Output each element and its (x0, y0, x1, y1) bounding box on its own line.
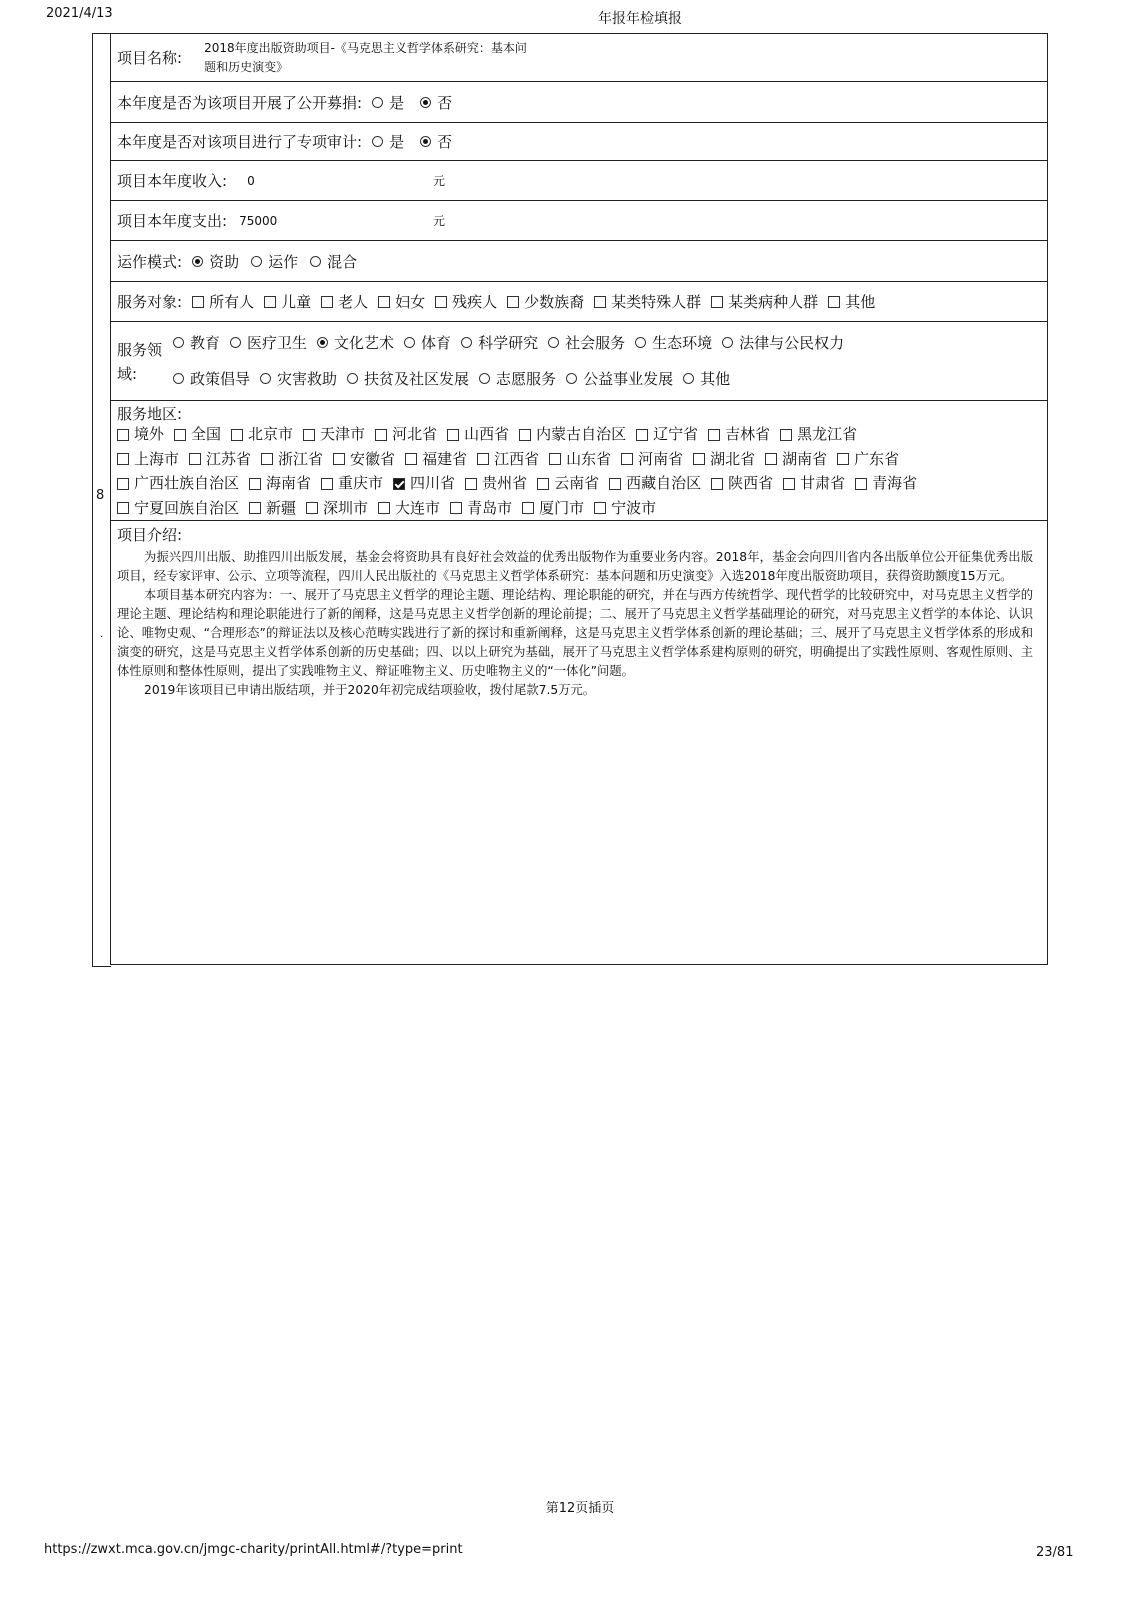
checkbox-unchecked-icon[interactable] (435, 296, 447, 308)
radio-unselected-icon[interactable] (310, 256, 321, 267)
checkbox-option[interactable] (437, 423, 509, 446)
checkbox-option[interactable] (701, 291, 818, 312)
radio-label: 政策倡导 (190, 370, 251, 388)
radio-option[interactable] (163, 368, 250, 389)
service-area-line (107, 423, 917, 448)
checkbox-label: 青海省 (872, 474, 918, 492)
radio-option[interactable] (673, 368, 730, 389)
footer-page: 23/81 (1036, 1545, 1074, 1560)
radio-unselected-icon[interactable] (173, 373, 184, 384)
checkbox-label: 福建省 (422, 449, 468, 468)
radio-option[interactable] (241, 251, 298, 272)
checkbox-option[interactable] (773, 472, 845, 495)
checkbox-option[interactable] (368, 497, 440, 520)
checkbox-unchecked-icon[interactable] (465, 478, 477, 490)
project-name-row (111, 34, 1047, 82)
checkbox-unchecked-icon[interactable] (189, 453, 201, 465)
checkbox-label: 厦门市 (539, 498, 585, 517)
checkbox-label: 老人 (338, 293, 369, 311)
radio-unselected-icon[interactable] (251, 256, 262, 267)
checkbox-unchecked-icon[interactable] (594, 296, 606, 308)
radio-option[interactable] (625, 332, 712, 353)
radio-unselected-icon[interactable] (347, 373, 358, 384)
checkbox-unchecked-icon[interactable] (405, 453, 417, 465)
checkbox-option[interactable] (845, 472, 917, 495)
operation-mode-label: 运作模式: (117, 252, 183, 271)
checkbox-unchecked-icon[interactable] (117, 502, 129, 514)
radio-unselected-icon[interactable] (566, 373, 577, 384)
radio-option[interactable] (394, 332, 451, 353)
radio-unselected-icon[interactable] (683, 373, 694, 384)
radio-label: 扶贫及社区发展 (364, 370, 470, 388)
service-field-label-line1: 服务领 (117, 341, 163, 359)
service-field-options-row2 (163, 368, 730, 389)
checkbox-unchecked-icon[interactable] (378, 502, 390, 514)
checkbox-label: 海南省 (266, 474, 312, 492)
checkbox-label: 青岛市 (467, 498, 513, 517)
checkbox-unchecked-icon[interactable] (837, 453, 849, 465)
checkbox-unchecked-icon[interactable] (507, 296, 519, 308)
income-unit: 元 (433, 174, 446, 188)
checkbox-label: 江苏省 (206, 449, 252, 468)
checkbox-label: 儿童 (281, 293, 312, 311)
print-title: 年报年检填报 (598, 11, 682, 27)
checkbox-label: 浙江省 (278, 449, 324, 468)
project-name-line2: 题和历史演变》 (204, 59, 289, 74)
expense-unit: 元 (433, 214, 446, 228)
checkbox-unchecked-icon[interactable] (117, 478, 129, 490)
checkbox-option[interactable] (164, 423, 221, 446)
project-name-line1: 2018年度出版资助项目-《马克思主义哲学体系研究：基本问 (204, 40, 527, 55)
radio-option[interactable] (410, 131, 452, 152)
radio-option[interactable] (451, 332, 538, 353)
radio-unselected-icon[interactable] (461, 337, 472, 348)
checkbox-unchecked-icon[interactable] (117, 453, 129, 465)
checkbox-option[interactable] (368, 291, 425, 312)
checkbox-option[interactable] (383, 472, 455, 495)
project-name-value (204, 39, 527, 77)
checkbox-label: 天津市 (320, 425, 366, 443)
checkbox-unchecked-icon[interactable] (306, 502, 318, 514)
radio-option[interactable] (362, 92, 404, 113)
service-area-line (107, 497, 917, 522)
checkbox-unchecked-icon[interactable] (783, 478, 795, 490)
service-area-row (111, 401, 1047, 521)
checkbox-option[interactable] (755, 448, 827, 471)
radio-label: 教育 (190, 334, 221, 352)
income-value[interactable]: 0 (247, 173, 255, 188)
radio-selected-icon[interactable] (317, 337, 328, 348)
service-area-label: 服务地区: (117, 405, 183, 423)
intro-paragraph: 2019年该项目已申请出版结项，并于2020年初完成结项验收，拨付尾款7.5万元。 (144, 683, 596, 697)
margin-dot: · (100, 632, 104, 643)
radio-label: 资助 (209, 252, 240, 271)
print-date: 2021/4/13 (46, 6, 113, 21)
checkbox-label: 山东省 (566, 449, 612, 468)
checkbox-label: 河北省 (392, 425, 438, 443)
checkbox-unchecked-icon[interactable] (321, 296, 333, 308)
checkbox-label: 少数族裔 (524, 293, 585, 311)
expense-value[interactable]: 75000 (239, 213, 278, 228)
checkbox-label: 内蒙古自治区 (536, 425, 627, 443)
project-form (110, 33, 1048, 965)
checkbox-unchecked-icon[interactable] (828, 296, 840, 308)
checkbox-label: 宁波市 (611, 498, 657, 517)
checkbox-unchecked-icon[interactable] (249, 502, 261, 514)
checkbox-option[interactable] (239, 497, 296, 520)
row-number: 8 (96, 488, 105, 503)
checkbox-unchecked-icon[interactable] (261, 453, 273, 465)
radio-label: 医疗卫生 (247, 334, 308, 352)
income-row (111, 161, 1047, 201)
radio-label: 体育 (421, 334, 452, 352)
checkbox-unchecked-icon[interactable] (303, 429, 315, 441)
checkbox-label: 大连市 (395, 498, 441, 517)
radio-option[interactable] (556, 368, 673, 389)
radio-selected-icon[interactable] (420, 136, 431, 147)
checkbox-option[interactable] (611, 448, 683, 471)
checkbox-unchecked-icon[interactable] (249, 478, 261, 490)
checkbox-option[interactable] (296, 497, 368, 520)
checkbox-unchecked-icon[interactable] (708, 429, 720, 441)
intro-label: 项目介绍: (117, 526, 183, 544)
radio-label: 法律与公民权力 (739, 334, 845, 352)
checkbox-label: 吉林省 (725, 425, 771, 443)
checkbox-label: 妇女 (395, 293, 426, 311)
checkbox-unchecked-icon[interactable] (264, 296, 276, 308)
checkbox-label: 贵州省 (482, 474, 528, 492)
checkbox-label: 陕西省 (728, 474, 774, 492)
checkbox-option[interactable] (512, 497, 584, 520)
operation-mode-options (182, 251, 357, 272)
checkbox-label: 所有人 (209, 293, 255, 311)
footer-url: https://zwxt.mca.gov.cn/jmgc-charity/printAll.html#/?type=print (44, 1542, 463, 1557)
checkbox-label: 某类病种人群 (728, 293, 819, 311)
checkbox-unchecked-icon[interactable] (477, 453, 489, 465)
checkbox-option[interactable] (770, 423, 857, 446)
service-area-options (107, 423, 917, 521)
checkbox-option[interactable] (221, 423, 293, 446)
checkbox-unchecked-icon[interactable] (765, 453, 777, 465)
checkbox-option[interactable] (497, 291, 584, 312)
checkbox-option[interactable] (818, 291, 875, 312)
checkbox-unchecked-icon[interactable] (636, 429, 648, 441)
radio-label: 否 (437, 93, 453, 112)
radio-option[interactable] (538, 332, 625, 353)
checkbox-label: 深圳市 (323, 498, 369, 517)
special-audit-label: 本年度是否对该项目进行了专项审计: (117, 133, 363, 151)
service-area-line (107, 472, 917, 497)
checkbox-option[interactable] (107, 423, 164, 446)
checkbox-unchecked-icon[interactable] (693, 453, 705, 465)
checkbox-unchecked-icon[interactable] (594, 502, 606, 514)
checkbox-option[interactable] (254, 291, 311, 312)
intro-paragraph: 本项目基本研究内容为：一、展开了马克思主义哲学的理论主题、理论结构、理论职能的研究，并在与西方传统哲学、现代哲学的比较研究中，对马克思主义哲学的理论主题、理论结构和理论职能进行了新的阐释，这是马克思主义哲学创新的理论前提；二、展开了马克思主义哲学基础理论的研究，对马克思主义哲学的本体论、认识论、唯物史观、“合理形态”的辩证法以及核心范畴实践进行了新的探讨和重新阐释，这是马克思主义哲学体系创新的理论基础；三、展开了马克思主义哲学体系的形成和演变的研究，这是马克思主义哲学体系创新的历史基础；四、以以上研究为基础，展开了马克思主义哲学体系建构原则的研究，明确提出了实践性原则、客观性原则、主体性原则和整体性原则，提出了实践唯物主义、辩证唯物主义、历史唯物主义的“一体化”问题。 (117, 588, 1033, 678)
checkbox-option[interactable] (293, 423, 365, 446)
service-field-row (111, 322, 1047, 401)
checkbox-label: 上海市 (134, 449, 180, 468)
checkbox-label: 宁夏回族自治区 (134, 498, 240, 517)
checkbox-label: 山西省 (464, 425, 510, 443)
checkbox-option[interactable] (311, 472, 383, 495)
checkbox-option[interactable] (107, 497, 239, 520)
checkbox-label: 江西省 (494, 449, 540, 468)
radio-option[interactable] (163, 332, 220, 353)
checkbox-option[interactable] (509, 423, 626, 446)
radio-label: 生态环境 (652, 334, 713, 352)
checkbox-unchecked-icon[interactable] (333, 453, 345, 465)
service-field-label (117, 338, 162, 386)
checkbox-unchecked-icon[interactable] (174, 429, 186, 441)
checkbox-label: 北京市 (248, 425, 294, 443)
radio-label: 灾害救助 (277, 370, 338, 388)
checkbox-option[interactable] (251, 448, 323, 471)
insert-page-label: 第12页插页 (545, 1501, 615, 1516)
special-audit-options (362, 131, 452, 152)
radio-option[interactable] (250, 368, 337, 389)
intro-body (117, 548, 1033, 700)
radio-label: 社会服务 (565, 334, 626, 352)
checkbox-unchecked-icon[interactable] (855, 478, 867, 490)
checkbox-option[interactable] (440, 497, 512, 520)
checkbox-option[interactable] (182, 291, 254, 312)
checkbox-option[interactable] (323, 448, 395, 471)
checkbox-label: 湖北省 (710, 449, 756, 468)
checkbox-unchecked-icon[interactable] (450, 502, 462, 514)
radio-option[interactable] (307, 332, 394, 353)
service-target-options (182, 291, 875, 312)
expense-label: 项目本年度支出: (117, 212, 228, 230)
checkbox-unchecked-icon[interactable] (117, 429, 129, 441)
checkbox-option[interactable] (395, 448, 467, 471)
service-area-line (107, 448, 917, 473)
radio-label: 混合 (327, 252, 358, 271)
service-field-label-line2: 域: (117, 365, 138, 383)
radio-unselected-icon[interactable] (173, 337, 184, 348)
checkbox-unchecked-icon[interactable] (609, 478, 621, 490)
radio-option[interactable] (712, 332, 844, 353)
public-fundraising-label: 本年度是否为该项目开展了公开募捐: (117, 93, 363, 112)
checkbox-label: 某类特殊人群 (611, 293, 702, 311)
expense-row (111, 201, 1047, 241)
checkbox-unchecked-icon[interactable] (231, 429, 243, 441)
radio-option[interactable] (362, 131, 404, 152)
radio-unselected-icon[interactable] (548, 337, 559, 348)
checkbox-option[interactable] (539, 448, 611, 471)
checkbox-unchecked-icon[interactable] (780, 429, 792, 441)
radio-option[interactable] (220, 332, 307, 353)
radio-unselected-icon[interactable] (479, 373, 490, 384)
public-fundraising-row (111, 82, 1047, 123)
checkbox-option[interactable] (365, 423, 437, 446)
checkbox-option[interactable] (584, 497, 656, 520)
checkbox-label: 重庆市 (338, 474, 384, 492)
public-fundraising-options (362, 92, 452, 113)
checkbox-label: 残疾人 (452, 293, 498, 311)
checkbox-label: 河南省 (638, 449, 684, 468)
checkbox-option[interactable] (179, 448, 251, 471)
service-target-label: 服务对象: (117, 293, 183, 311)
radio-selected-icon[interactable] (192, 256, 203, 267)
checkbox-option[interactable] (425, 291, 497, 312)
special-audit-row (111, 123, 1047, 161)
checkbox-option[interactable] (455, 472, 527, 495)
checkbox-label: 广西壮族自治区 (134, 474, 240, 492)
checkbox-option[interactable] (467, 448, 539, 471)
radio-option[interactable] (300, 251, 357, 272)
checkbox-unchecked-icon[interactable] (447, 429, 459, 441)
checkbox-label: 其他 (845, 293, 876, 311)
checkbox-option[interactable] (527, 472, 599, 495)
income-label: 项目本年度收入: (117, 172, 228, 190)
radio-label: 科学研究 (478, 334, 539, 352)
checkbox-option[interactable] (626, 423, 698, 446)
checkbox-option[interactable] (239, 472, 311, 495)
checkbox-label: 新疆 (266, 498, 297, 517)
checkbox-unchecked-icon[interactable] (549, 453, 561, 465)
radio-unselected-icon[interactable] (260, 373, 271, 384)
radio-unselected-icon[interactable] (635, 337, 646, 348)
checkbox-label: 湖南省 (782, 449, 828, 468)
intro-section (111, 521, 1047, 964)
radio-label: 是 (389, 93, 405, 112)
checkbox-label: 西藏自治区 (626, 474, 702, 492)
checkbox-option[interactable] (599, 472, 701, 495)
checkbox-label: 全国 (191, 425, 222, 443)
checkbox-unchecked-icon[interactable] (321, 478, 333, 490)
radio-label: 志愿服务 (496, 370, 557, 388)
radio-option[interactable] (337, 368, 469, 389)
checkbox-option[interactable] (701, 472, 773, 495)
checkbox-unchecked-icon[interactable] (375, 429, 387, 441)
checkbox-unchecked-icon[interactable] (711, 296, 723, 308)
radio-label: 运作 (268, 252, 299, 271)
checkbox-option[interactable] (311, 291, 368, 312)
checkbox-unchecked-icon[interactable] (621, 453, 633, 465)
checkbox-unchecked-icon[interactable] (519, 429, 531, 441)
radio-option[interactable] (182, 251, 239, 272)
checkbox-option[interactable] (107, 448, 179, 471)
radio-unselected-icon[interactable] (230, 337, 241, 348)
radio-unselected-icon[interactable] (372, 97, 383, 108)
checkbox-label: 境外 (134, 425, 165, 443)
intro-paragraph: 为振兴四川出版、助推四川出版发展，基金会将资助具有良好社会效益的优秀出版物作为重要业务内容。2018年，基金会向四川省内各出版单位公开征集优秀出版项目，经专家评审、公示、立项等流程，四川人民出版社的《马克思主义哲学体系研究：基本问题和历史演变》入选2018年度出版资助项目，获得资助额度15万元。 (117, 550, 1033, 583)
operation-mode-row (111, 241, 1047, 282)
checkbox-option[interactable] (584, 291, 701, 312)
checkbox-label: 黑龙江省 (797, 425, 858, 443)
service-field-options-row1 (163, 332, 844, 353)
checkbox-unchecked-icon[interactable] (711, 478, 723, 490)
radio-option[interactable] (410, 92, 452, 113)
checkbox-label: 安徽省 (350, 449, 396, 468)
checkbox-option[interactable] (683, 448, 755, 471)
checkbox-option[interactable] (107, 472, 239, 495)
checkbox-checked-icon[interactable] (393, 478, 405, 490)
radio-unselected-icon[interactable] (372, 136, 383, 147)
checkbox-label: 广东省 (854, 449, 900, 468)
checkbox-label: 四川省 (410, 474, 456, 492)
checkbox-label: 甘肃省 (800, 474, 846, 492)
checkbox-unchecked-icon[interactable] (378, 296, 390, 308)
radio-label: 其他 (700, 370, 731, 388)
radio-label: 是 (389, 133, 405, 151)
checkbox-unchecked-icon[interactable] (192, 296, 204, 308)
checkbox-option[interactable] (827, 448, 899, 471)
project-name-label: 项目名称: (117, 49, 183, 67)
checkbox-label: 云南省 (554, 474, 600, 492)
radio-unselected-icon[interactable] (722, 337, 733, 348)
checkbox-unchecked-icon[interactable] (522, 502, 534, 514)
radio-selected-icon[interactable] (420, 97, 431, 108)
radio-option[interactable] (469, 368, 556, 389)
radio-unselected-icon[interactable] (404, 337, 415, 348)
checkbox-unchecked-icon[interactable] (537, 478, 549, 490)
checkbox-option[interactable] (698, 423, 770, 446)
radio-label: 文化艺术 (334, 334, 395, 352)
radio-label: 公益事业发展 (583, 370, 674, 388)
radio-label: 否 (437, 133, 453, 151)
checkbox-label: 辽宁省 (653, 425, 699, 443)
service-target-row (111, 282, 1047, 322)
